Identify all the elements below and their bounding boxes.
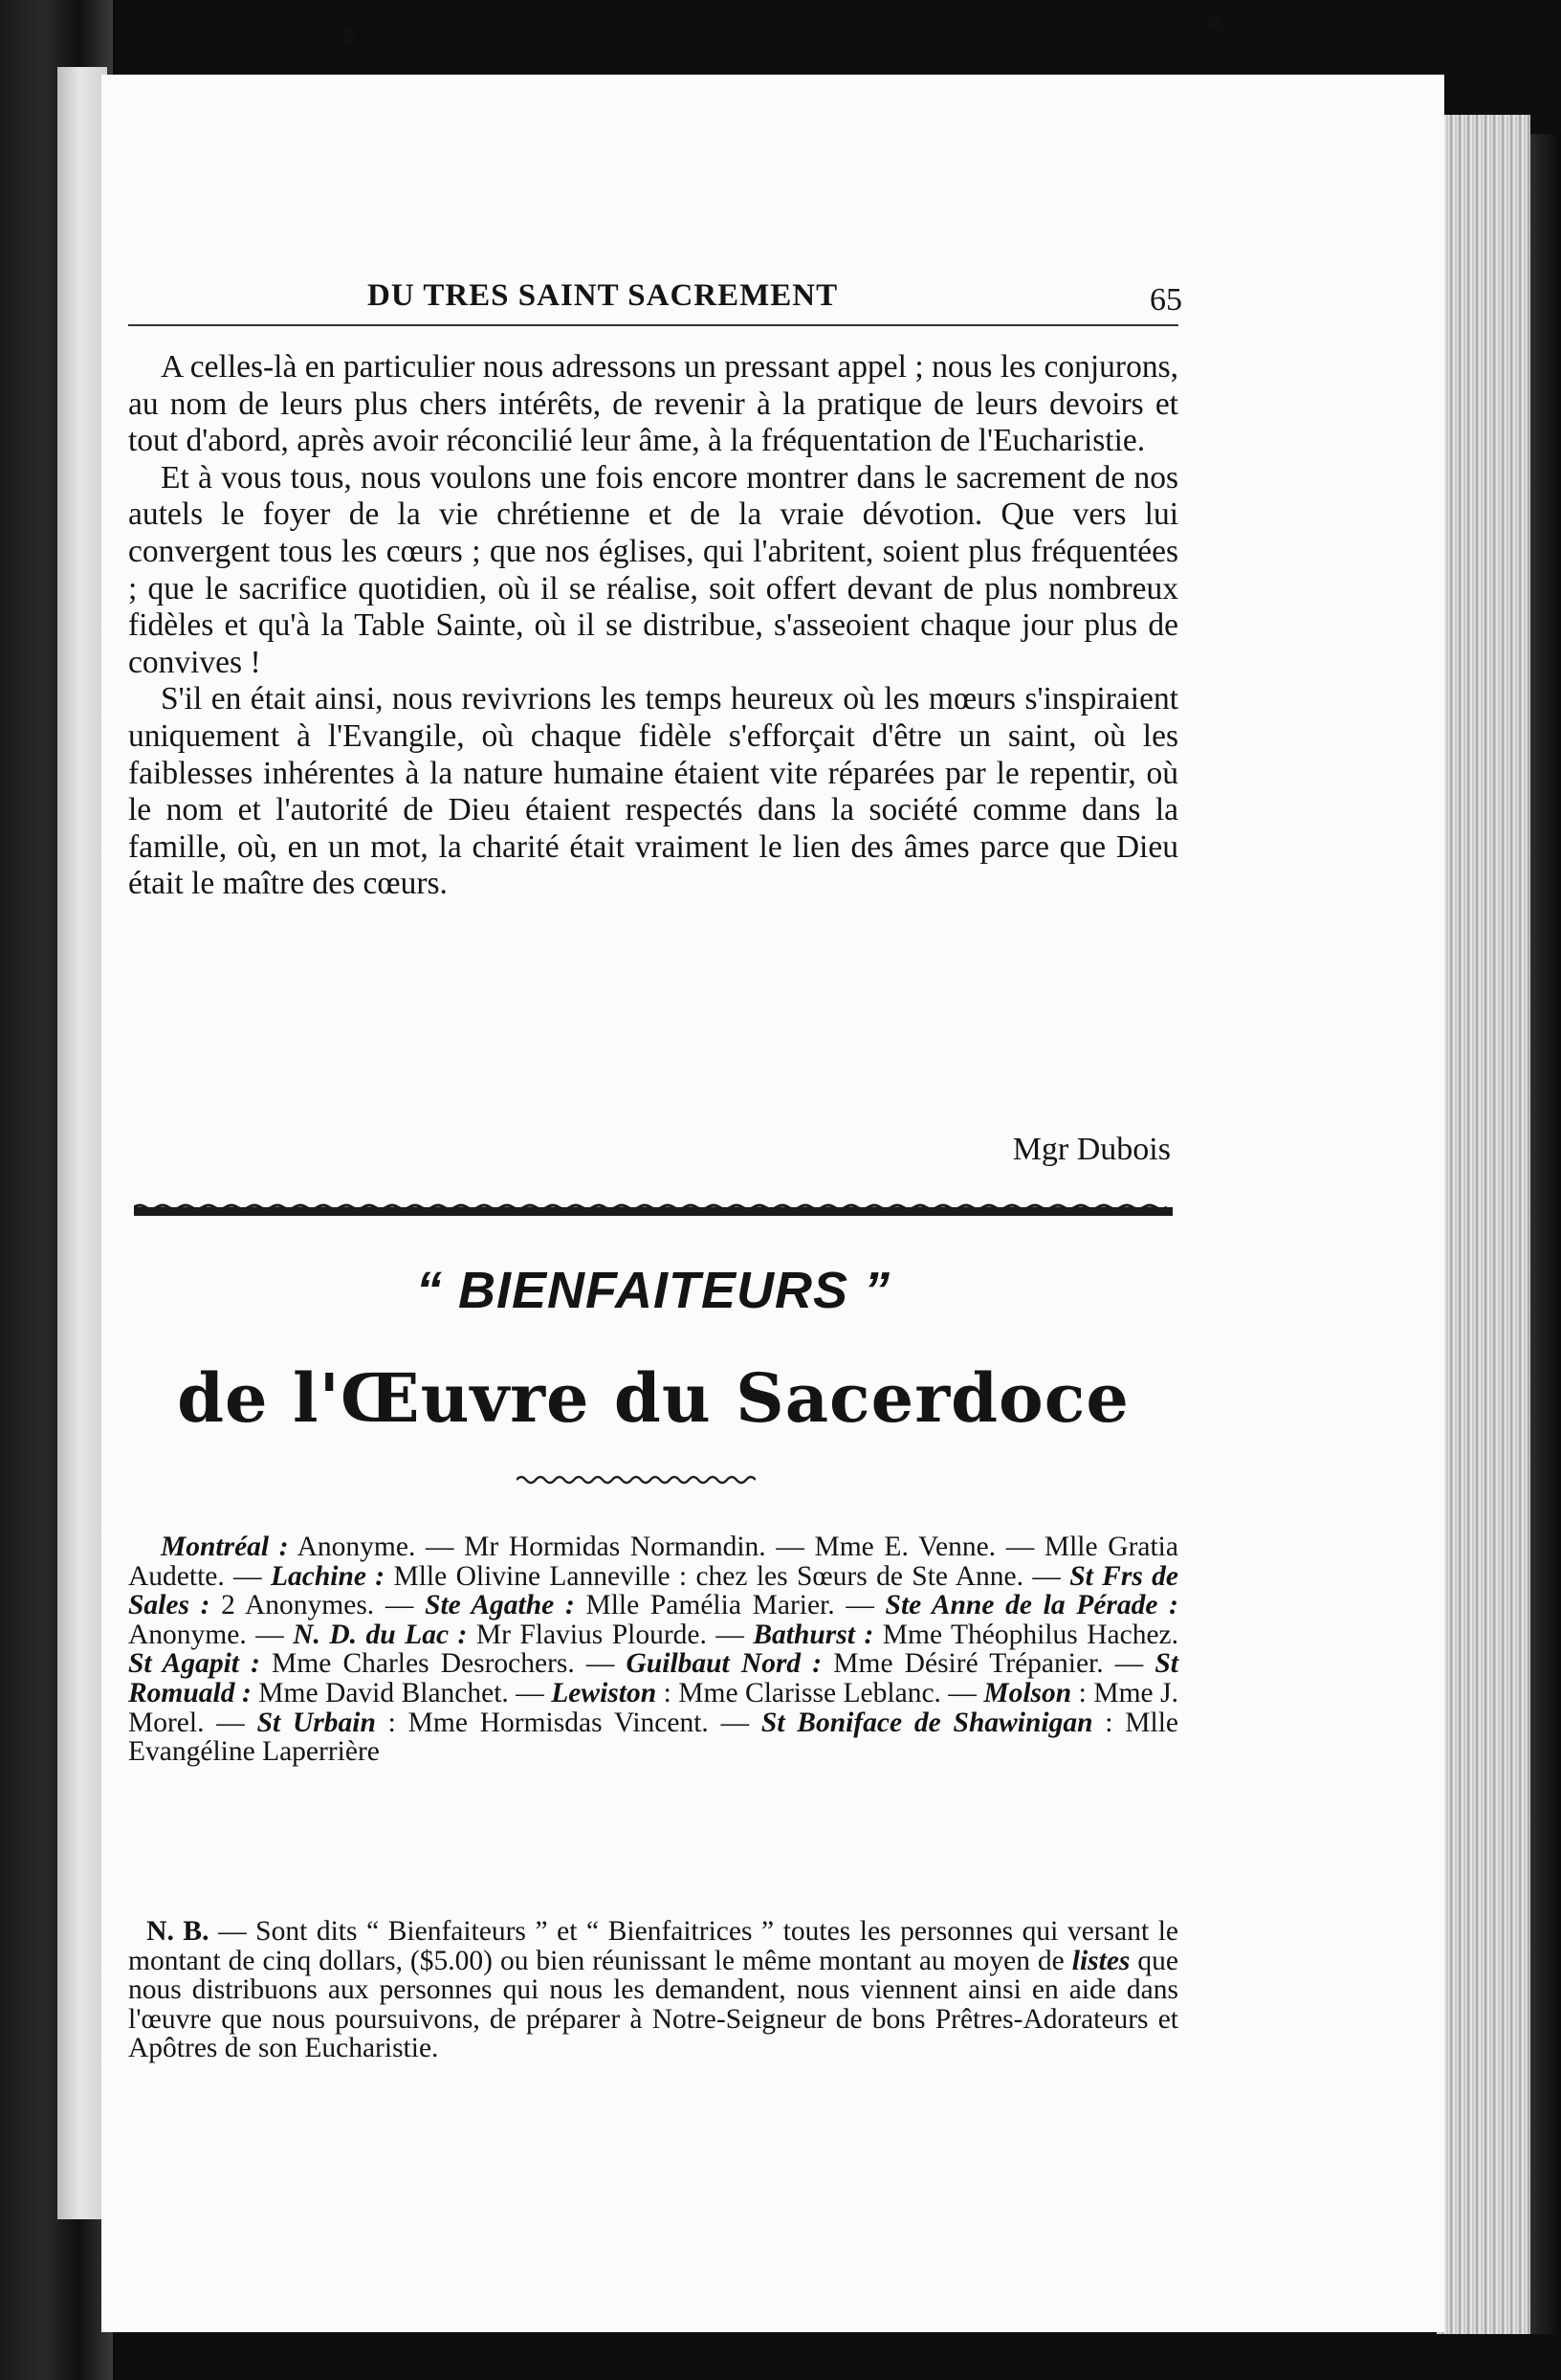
wavy-divider xyxy=(134,1203,1173,1221)
donor-names: : Mlle Evangéline Laperrière xyxy=(128,1707,1178,1768)
donor-list xyxy=(128,1532,1178,1767)
donor-place: Lachine : xyxy=(270,1560,385,1592)
donor-place: St Frs de Sales : xyxy=(128,1560,1178,1621)
donor-names: Mlle Olivine Lanneville : chez les Sœurs de Ste Anne. — xyxy=(385,1560,1070,1592)
donor-names: 2 Anonymes. — xyxy=(209,1590,426,1621)
small-wavy-divider xyxy=(517,1473,756,1487)
running-header xyxy=(128,273,1182,326)
donor-place: Guilbaut Nord : xyxy=(626,1648,823,1680)
donor-place: St Romuald : xyxy=(128,1648,1178,1708)
donor-names: Mlle Pamélia Marier. — xyxy=(574,1590,886,1621)
note-emphasis: listes xyxy=(1071,1945,1131,1976)
donor-names: Mme Désiré Trépanier. — xyxy=(822,1648,1155,1680)
book-page-edges xyxy=(1437,115,1530,2334)
donor-place: St Urbain xyxy=(256,1707,376,1738)
note-label: N. B. xyxy=(146,1916,209,1947)
donor-paragraph xyxy=(128,1532,1178,1767)
paragraph: A celles-là en particulier nous adressons un pressant appel ; nous les conjurons, au nom de leurs plus chers intérêts, de revenir à la pratique de leurs devoirs et tout d'abord, après avoir réconcilié leur âme, à la fréquentation de l'Eucharistie. xyxy=(128,349,1178,459)
donor-names: Anonyme. — xyxy=(128,1619,294,1650)
left-page-strip xyxy=(57,67,107,2219)
section-title: “ BIENFAITEURS ” xyxy=(415,1262,891,1319)
section-subtitle: de l'Œuvre du Sacerdoce xyxy=(177,1358,1130,1438)
donor-place: Molson xyxy=(983,1677,1072,1708)
note-text-before: — Sont dits “ Bienfaiteurs ” et “ Bienfaitrices ” toutes les personnes qui versant le montant de cinq dollars, ($5.00) ou bien réunissant le même montant au moyen de xyxy=(128,1916,1179,1976)
donor-names: : Mme Hormisdas Vincent. — xyxy=(375,1707,761,1738)
paragraph: S'il en était ainsi, nous revivrions les temps heureux où les mœurs s'inspiraient uniquement à l'Evangile, où chaque fidèle s'efforçait d'être un saint, où les faiblesses inhérentes à la nature humaine étaient vite réparées par le repentir, où le nom et l'autorité de Dieu étaient respectés dans la société comme dans la famille, où, en un mot, la charité était vraiment le lien des âmes parce que Dieu était le maître des cœurs. xyxy=(128,681,1178,902)
body-text xyxy=(128,349,1178,903)
donor-names: : Mme J. Morel. — xyxy=(128,1677,1178,1738)
page-number: 65 xyxy=(1150,282,1182,318)
donor-names: Mme Charles Desrochers. — xyxy=(259,1648,627,1680)
running-title: DU TRES SAINT SACREMENT xyxy=(367,278,839,313)
film-speck xyxy=(344,27,354,44)
donor-place: Ste Anne de la Pérade : xyxy=(885,1590,1179,1621)
film-speck xyxy=(1207,15,1222,29)
note-paragraph xyxy=(128,1917,1178,2063)
book-shadow xyxy=(1530,134,1561,2334)
donor-place: Ste Agathe : xyxy=(425,1590,575,1621)
donor-place: St Boniface de Shawinigan xyxy=(760,1707,1093,1738)
donor-place: Bathurst : xyxy=(753,1619,874,1650)
note-text-after: que nous distribuons aux personnes qui nous les demandent, nous viennent ainsi en aide dans l'œuvre que nous poursuivons, de préparer à Notre-Seigneur de bons Prêtres-Adorateurs et Apôtres de son Eucharistie. xyxy=(128,1945,1179,2064)
note-text xyxy=(128,1917,1178,2063)
donor-place: Lewiston xyxy=(551,1677,657,1708)
donor-place: Montréal : xyxy=(161,1532,289,1562)
signature: Mgr Dubois xyxy=(1012,1132,1171,1167)
donor-names: : Mme Clarisse Leblanc. — xyxy=(656,1677,984,1708)
donor-names: Anonyme. — Mr Hormidas Normandin. — Mme E. Venne. — Mlle Gratia Audette. — xyxy=(128,1532,1178,1592)
paragraph: Et à vous tous, nous voulons une fois encore montrer dans le sacrement de nos autels le foyer de la vie chrétienne et de la vraie dévotion. Que vers lui convergent tous les cœurs ; que nos églises, qui l'abritent, soient plus fréquentées ; que le sacrifice quotidien, où il se réalise, soit offert devant de plus nombreux fidèles et qu'à la Table Sainte, où il se distribue, s'asseoient chaque jour plus de convives ! xyxy=(128,459,1178,680)
donor-place: N. D. du Lac : xyxy=(293,1619,468,1650)
donor-names: Mme David Blanchet. — xyxy=(251,1677,552,1708)
donor-names: Mr Flavius Plourde. — xyxy=(467,1619,754,1650)
donor-place: St Agapit : xyxy=(128,1648,260,1680)
donor-names: Mme Théophilus Hachez. xyxy=(873,1619,1179,1650)
